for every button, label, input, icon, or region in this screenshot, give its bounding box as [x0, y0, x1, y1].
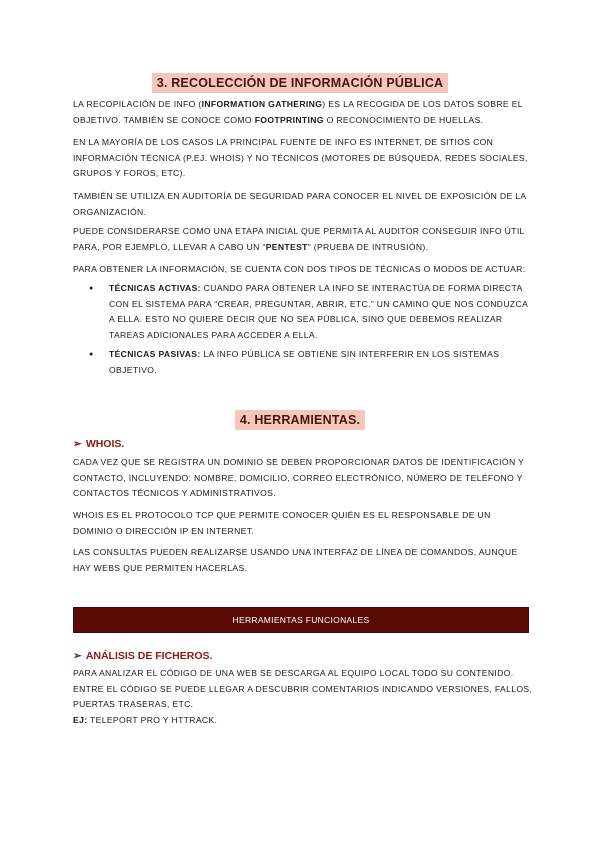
paragraph-techniques-intro: PARA OBTENER LA INFORMACIÓN, SE CUENTA CON DOS TIPOS DE TÉCNICAS O MODOS DE ACTUAR:: [73, 264, 526, 274]
file-analysis-subheading: ➢ ANÁLISIS DE FICHEROS.: [73, 650, 213, 662]
functional-tools-banner: HERRAMIENTAS FUNCIONALES: [73, 607, 529, 633]
techniques-list: [73, 281, 533, 382]
paragraph-whois-2: WHOIS ES EL PROTOCOLO TCP QUE PERMITE CONOCER QUIÉN ES EL RESPONSABLE DE UN DOMINIO O DIRECCIÓN IP EN INTERNET.: [73, 510, 491, 536]
whois-subheading: ➢ WHOIS.: [73, 438, 125, 450]
paragraph-example: EJ: TELEPORT PRO Y HTTRACK.: [73, 715, 218, 725]
arrow-icon: ➢: [73, 650, 82, 662]
arrow-icon: ➢: [73, 438, 82, 450]
paragraph-info-gathering: LA RECOPILACIÓN DE INFO (INFORMATION GATHERING) ES LA RECOGIDA DE LOS DATOS SOBRE EL OBJETIVO. TAMBIÉN SE CONOCE COMO FOOTPRINTING O RECONOCIMIENTO DE HUELLAS.: [73, 99, 523, 125]
paragraph-audit: TAMBIÉN SE UTILIZA EN AUDITORÍA DE SEGURIDAD PARA CONOCER EL NIVEL DE EXPOSICIÓN DE LA ORGANIZACIÓN.: [73, 191, 527, 217]
paragraph-sources: EN LA MAYORÍA DE LOS CASOS LA PRINCIPAL FUENTE DE INFO ES INTERNET, DE SITIOS CON INFORMACIÓN TÉCNICA (P.EJ. WHOIS) Y NO TÉCNICOS (MOTORES DE BÚSQUEDA, REDES SOCIALES, GRUPOS Y FOROS, ETC).: [73, 137, 528, 178]
section-3-heading: 3. RECOLECCIÓN DE INFORMACIÓN PÚBLICA: [0, 73, 600, 93]
section-4-heading: 4. HERRAMIENTAS.: [0, 410, 600, 430]
paragraph-whois-1: CADA VEZ QUE SE REGISTRA UN DOMINIO SE DEBEN PROPORCIONAR DATOS DE IDENTIFICACIÓN Y CONTACTO, INCLUYENDO: NOMBRE, DOMICILIO, CORREO ELECTRÓNICO, NÚMERO DE TELÉFONO Y CONTACTOS TÉCNICOS Y ADMINISTRATIVOS.: [73, 457, 525, 498]
list-item: ● TÉCNICAS PASIVAS: LA INFO PÚBLICA SE OBTIENE SIN INTERFERIR EN LOS SISTEMAS OBJETIVO.: [73, 347, 533, 378]
list-item: ● TÉCNICAS ACTIVAS: CUANDO PARA OBTENER LA INFO SE INTERACTÚA DE FORMA DIRECTA CON EL SISTEMA PARA “CREAR, PREGUNTAR, ABRIR, ETC.” UN CAMINO QUE NOS CONDUZCA A ELLA. ESTO NO QUIERE DECIR QUE NO SEA PÚBLICA, SINO QUE DEBEMOS REALIZAR TAREAS ADICIONALES PARA ACCEDER A ELLA.: [73, 281, 533, 343]
paragraph-file-analysis: PARA ANALIZAR EL CÓDIGO DE UNA WEB SE DESCARGA AL EQUIPO LOCAL TODO SU CONTENIDO. ENTRE EL CÓDIGO SE PUEDE LLEGAR A DESCUBRIR COMENTARIOS INDICANDO VERSIONES, FALLOS, PUERTAS TRASERAS, ETC.: [73, 668, 533, 709]
paragraph-pentest: PUEDE CONSIDERARSE COMO UNA ETAPA INICIAL QUE PERMITA AL AUDITOR CONSEGUIR INFO ÚTIL PARA, POR EJEMPLO, LLEVAR A CABO UN “PENTEST” (PRUEBA DE INTRUSIÓN).: [73, 226, 525, 252]
paragraph-whois-3: LAS CONSULTAS PUEDEN REALIZARSE USANDO UNA INTERFAZ DE LÍNEA DE COMANDOS, AUNQUE HAY WEBS QUE PERMITEN HACERLAS.: [73, 547, 518, 573]
